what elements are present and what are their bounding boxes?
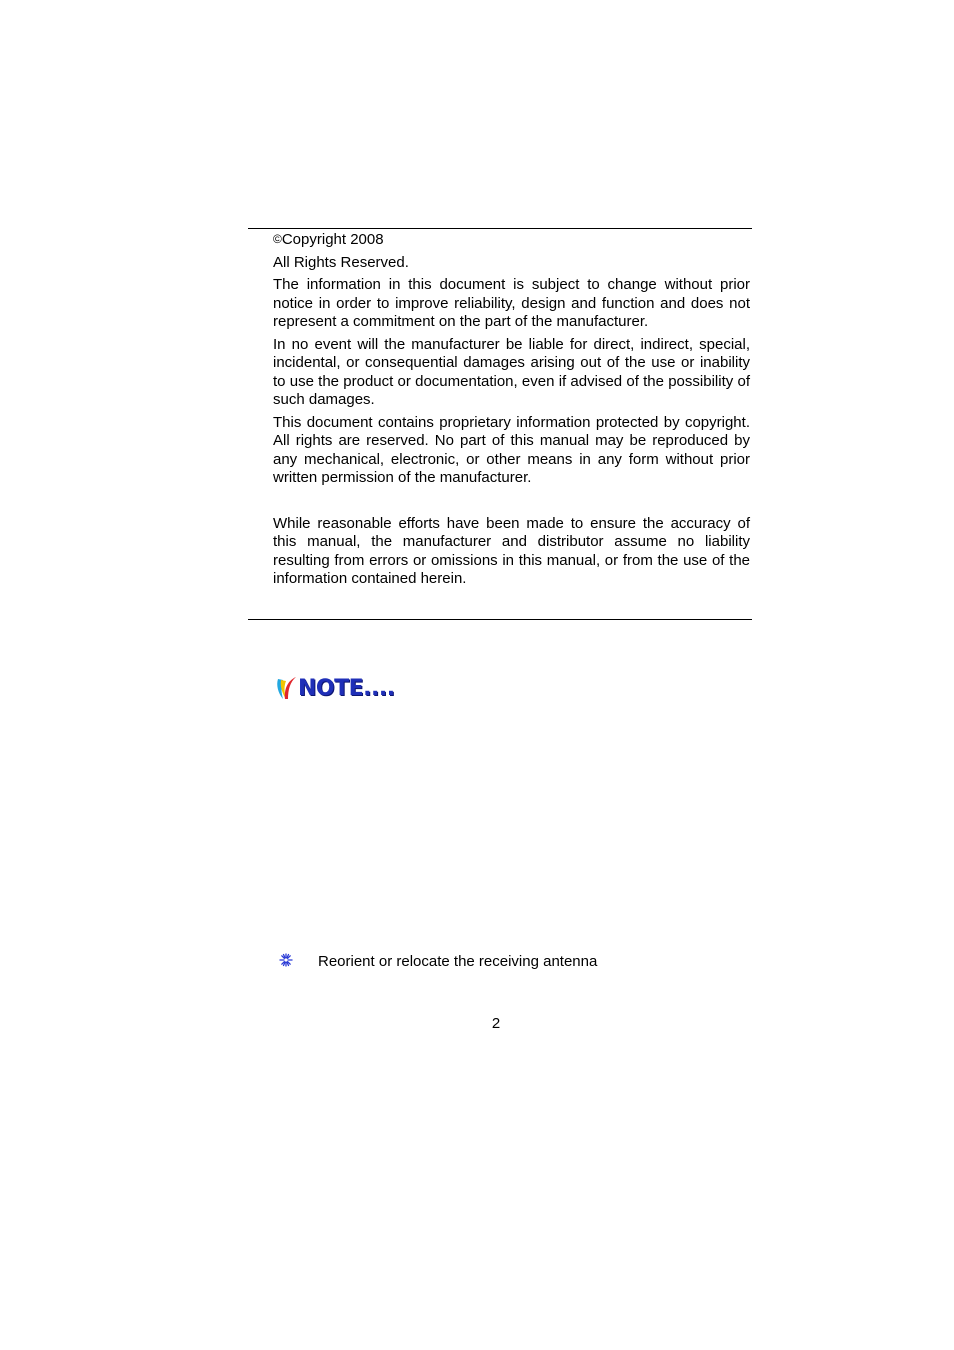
page-number: 2 [491, 1015, 501, 1032]
bullet-text: Reorient or relocate the receiving antenna [318, 953, 598, 970]
note-label: NOTE.... [298, 675, 395, 701]
copyright-notice [273, 230, 750, 593]
note-heading [275, 673, 395, 703]
snowflake-bullet-icon [279, 953, 293, 967]
copyright-symbol: © [273, 232, 282, 246]
paragraph-change-notice: The information in this document is subject to change without prior notice in order to improve reliability, design and function and does not represent a commitment on the part of the manufacturer. [273, 276, 750, 330]
rights-reserved: All Rights Reserved. [273, 253, 409, 271]
paragraph-accuracy: While reasonable efforts have been made to ensure the accuracy of this manual, the manufacturer and distributor assume no liability resulting from errors or omissions in this manual, or from the use of the information contained herein. [273, 514, 750, 587]
list-item [279, 953, 598, 970]
copyright-line [273, 230, 750, 250]
paragraph-proprietary: This document contains proprietary information protected by copyright. All rights are reserved. No part of this manual may be reproduced by any mechanical, electronic, or other means in any form without prior written permission of the manufacturer. [273, 413, 750, 486]
paragraph-liability: In no event will the manufacturer be liable for direct, indirect, special, incidental, or consequential damages arising out of the use or inability to use the product or documentation, even if advised of the possibility of such damages. [273, 335, 750, 408]
copyright-year: Copyright 2008 [281, 231, 384, 248]
bottom-rule [248, 619, 752, 620]
top-rule [248, 228, 752, 229]
note-logo-icon [275, 675, 297, 701]
